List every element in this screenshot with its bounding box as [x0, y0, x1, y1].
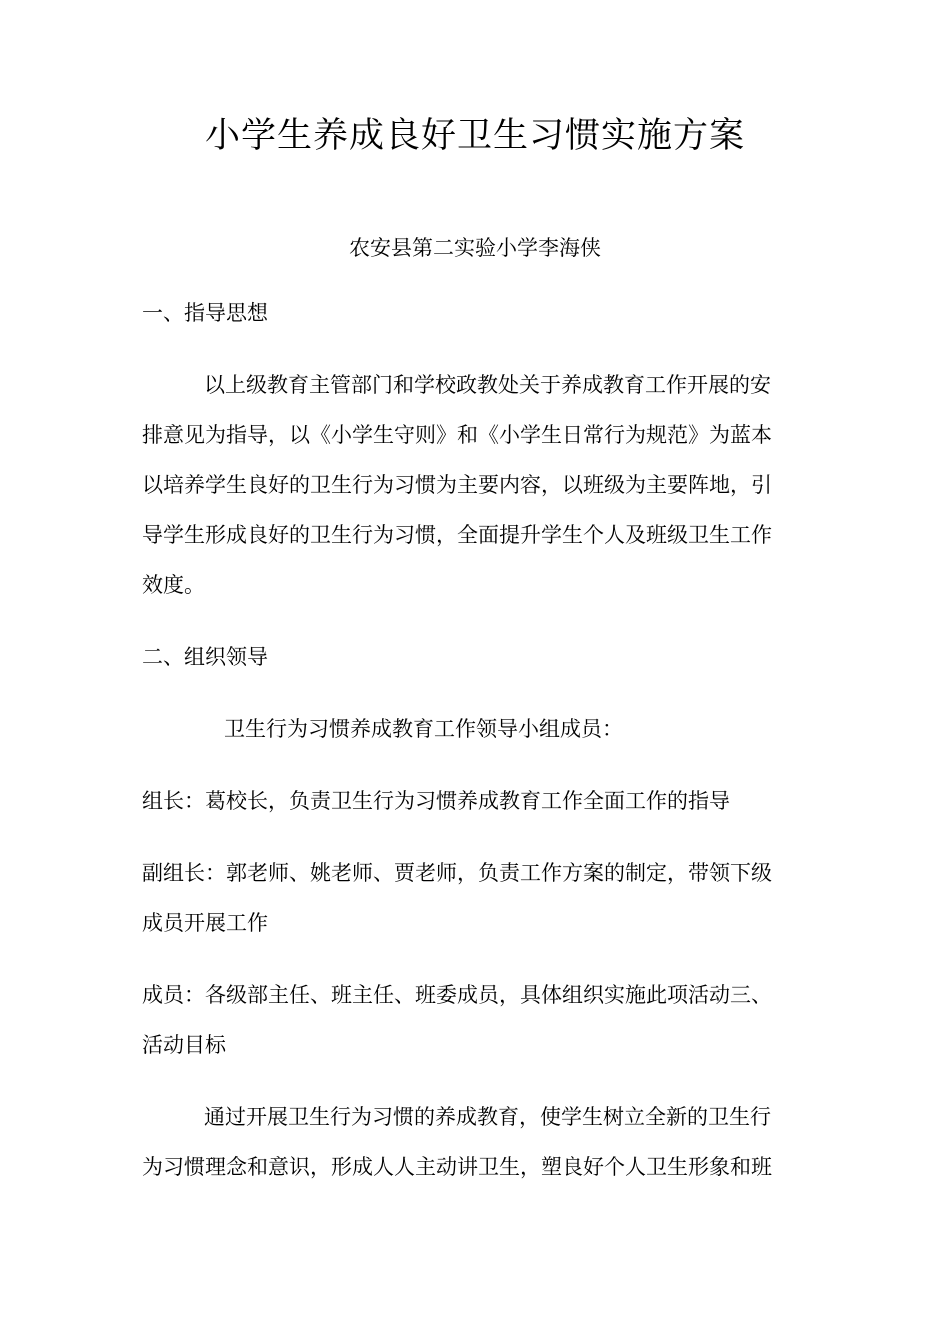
paragraph-line: 卫生行为习惯养成教育工作领导小组成员： — [224, 717, 623, 741]
leader-line: 组长：葛校长，负责卫生行为习惯养成教育工作全面工作的指导 — [142, 789, 730, 813]
paragraph-line: 以培养学生良好的卫生行为习惯为主要内容，以班级为主要阵地，引 — [142, 473, 772, 497]
members-line: 活动目标 — [142, 1033, 226, 1057]
deputy-line: 副组长：郭老师、姚老师、贾老师，负责工作方案的制定，带领下级 — [142, 861, 772, 885]
members-line: 成员：各级部主任、班主任、班委成员，具体组织实施此项活动三、 — [142, 983, 772, 1007]
paragraph-line: 通过开展卫生行为习惯的养成教育，使学生树立全新的卫生行 — [204, 1105, 771, 1129]
section-heading-organization: 二、组织领导 — [142, 645, 268, 669]
author-line: 农安县第二实验小学李海侠 — [349, 236, 601, 260]
paragraph-line: 以上级教育主管部门和学校政教处关于养成教育工作开展的安 — [204, 373, 771, 397]
paragraph-line: 为习惯理念和意识，形成人人主动讲卫生，塑良好个人卫生形象和班 — [142, 1155, 772, 1179]
paragraph-line: 导学生形成良好的卫生行为习惯，全面提升学生个人及班级卫生工作 — [142, 523, 772, 547]
document-title: 小学生养成良好卫生习惯实施方案 — [204, 116, 745, 156]
paragraph-line: 排意见为指导，以《小学生守则》和《小学生日常行为规范》为蓝本 — [142, 423, 772, 447]
paragraph-line: 效度。 — [142, 573, 205, 597]
deputy-line: 成员开展工作 — [142, 911, 268, 935]
section-heading-guiding-thought: 一、指导思想 — [142, 301, 268, 325]
